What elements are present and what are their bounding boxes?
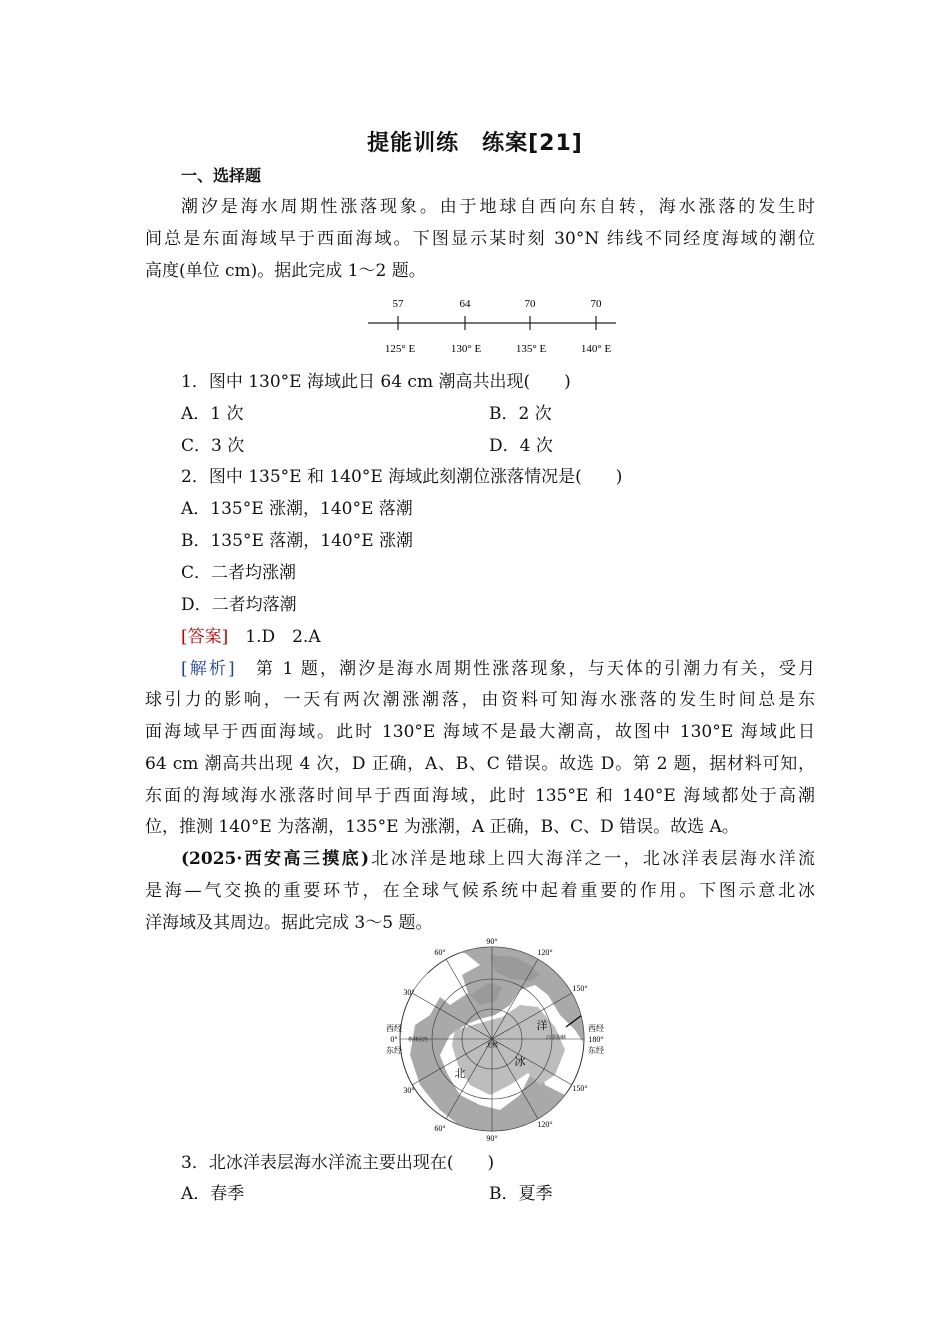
question-1-stem: 1．图中 130°E 海域此日 64 cm 潮高共出现( ) bbox=[181, 372, 571, 392]
longitude-label: 140° E bbox=[580, 343, 612, 355]
longitude-label: 135° E bbox=[515, 343, 547, 355]
question-3-option-a[interactable]: A．春季 bbox=[181, 1184, 245, 1204]
question-2-option-b[interactable]: B．135°E 落潮，140°E 涨潮 bbox=[181, 531, 414, 551]
analysis-line-3: 面海域早于西面海域。此时 130°E 海域不是最大潮高，故图中 130°E 海域此日 bbox=[145, 722, 815, 742]
tide-height-label: 64 bbox=[459, 298, 471, 310]
question-1-option-c[interactable]: C．3 次 bbox=[181, 436, 245, 456]
page-title: 提能训练 练案[21] bbox=[367, 131, 583, 156]
question-2-option-a[interactable]: A．135°E 涨潮，140°E 落潮 bbox=[181, 499, 413, 519]
map-label: 60° bbox=[434, 948, 446, 957]
map-label: 90° bbox=[486, 1134, 498, 1143]
map-label: 东经 bbox=[588, 1046, 604, 1055]
intro-line-1: 潮汐是海水周期性涨落现象。由于地球自西向东自转，海水涨落的发生时 bbox=[181, 197, 815, 217]
map-label: 30° bbox=[403, 1086, 415, 1095]
question-1-option-a[interactable]: A．1 次 bbox=[181, 404, 244, 424]
answer-tag: [答案] bbox=[181, 627, 229, 647]
source-label: (2025·西安高三摸底) bbox=[181, 849, 370, 869]
analysis-text: 第 1 题，潮汐是海水周期性涨落现象，与天体的引潮力有关，受月 bbox=[234, 659, 816, 679]
map-label: 西经 bbox=[386, 1024, 402, 1033]
map-label: 150° bbox=[572, 984, 588, 993]
tide-height-label: 70 bbox=[590, 298, 602, 310]
analysis-line-1 bbox=[181, 659, 815, 679]
intro2-line-2: 是海—气交换的重要环节，在全球气候系统中起着重要的作用。下图示意北冰 bbox=[145, 881, 815, 901]
longitude-label: 130° E bbox=[450, 343, 482, 355]
arctic-map bbox=[370, 935, 620, 1145]
map-label: 格林尼治 bbox=[407, 1038, 429, 1043]
analysis-line-5: 东面的海域海水涨落时间早于西面海域，此时 135°E 和 140°E 海域都处于高潮 bbox=[145, 786, 815, 806]
map-label: 120° bbox=[537, 1120, 553, 1129]
tide-height-label: 57 bbox=[392, 298, 404, 310]
intro-line-2: 间总是东面海域早于西面海域。下图显示某时刻 30°N 纬线不同经度海域的潮位 bbox=[145, 229, 815, 249]
map-label: 冰 bbox=[514, 1056, 526, 1068]
map-label: 西经 bbox=[588, 1024, 604, 1033]
map-label: 白令海峡 bbox=[545, 1036, 567, 1041]
answer-text: 1.D 2.A bbox=[228, 627, 321, 647]
intro-line-3: 高度(单位 cm)。据此完成 1～2 题。 bbox=[145, 261, 426, 281]
intro2-line-1 bbox=[181, 849, 815, 869]
analysis-line-2: 球引力的影响，一天有两次潮涨潮落，由资料可知海水涨落的发生时间总是东 bbox=[145, 690, 815, 710]
map-label: 150° bbox=[572, 1084, 588, 1093]
intro2-text: 北冰洋是地球上四大海洋之一，北冰洋表层海水洋流 bbox=[369, 849, 815, 869]
map-label: 北极 bbox=[485, 1043, 499, 1049]
tide-height-label: 70 bbox=[524, 298, 536, 310]
map-label: 0° bbox=[390, 1035, 398, 1044]
analysis-tag: [解析] bbox=[181, 659, 235, 679]
question-2-stem: 2．图中 135°E 和 140°E 海域此刻潮位涨落情况是( ) bbox=[181, 467, 623, 487]
question-2-option-d[interactable]: D．二者均落潮 bbox=[181, 595, 297, 615]
map-label: 洋 bbox=[536, 1020, 548, 1032]
question-3-stem: 3．北冰洋表层海水洋流主要出现在( ) bbox=[181, 1153, 495, 1173]
map-label: 60° bbox=[434, 1124, 446, 1133]
map-label: 180° bbox=[588, 1035, 604, 1044]
question-1-option-d[interactable]: D．4 次 bbox=[489, 436, 553, 456]
map-label: 90° bbox=[486, 937, 498, 946]
question-2-option-c[interactable]: C．二者均涨潮 bbox=[181, 563, 297, 583]
analysis-line-6: 位，推测 140°E 为落潮，135°E 为涨潮，A 正确，B、C、D 错误。故选 A。 bbox=[145, 817, 739, 837]
intro2-line-3: 洋海域及其周边。据此完成 3～5 题。 bbox=[145, 913, 433, 933]
longitude-label: 125° E bbox=[384, 343, 416, 355]
tide-height-figure bbox=[360, 292, 625, 358]
question-1-option-b[interactable]: B．2 次 bbox=[489, 404, 552, 424]
analysis-line-4: 64 cm 潮高共出现 4 次，D 正确，A、B、C 错误。故选 D。第 2 题，据材料可知， bbox=[145, 754, 815, 774]
map-label: 30° bbox=[403, 988, 415, 997]
map-label: 北 bbox=[454, 1068, 466, 1080]
map-label: 东经 bbox=[386, 1046, 402, 1055]
answer-line bbox=[181, 627, 815, 647]
question-3-option-b[interactable]: B．夏季 bbox=[489, 1184, 553, 1204]
map-label: 120° bbox=[537, 948, 553, 957]
section-heading: 一、选择题 bbox=[181, 166, 262, 185]
